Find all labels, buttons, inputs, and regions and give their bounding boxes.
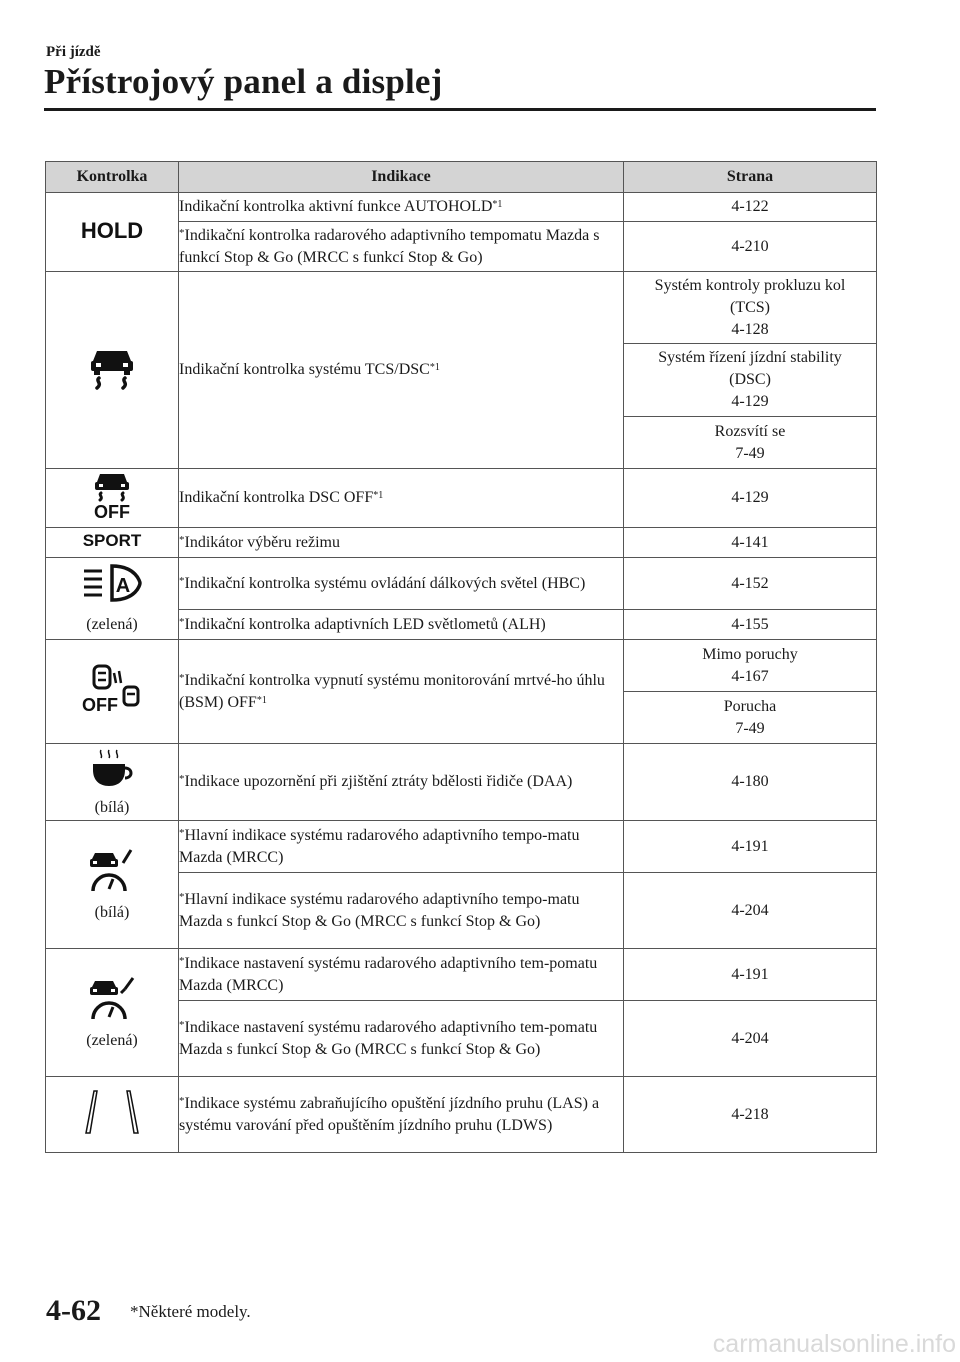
indication-text: Indikační kontrolka systému TCS/DSC$^{*1}$: [179, 272, 624, 469]
indication-text: *Hlavní indikace systému radarového adaptivního tempo-matu Mazda (MRCC): [179, 821, 624, 873]
table-row: [46, 640, 877, 692]
page-reference: 4-210: [624, 222, 877, 272]
table-header-row: [46, 162, 877, 193]
coffee-cup-icon: [87, 748, 137, 790]
page-reference: 4-191: [624, 821, 877, 873]
column-header-indikace: Indikace: [179, 162, 624, 193]
lane-lines-icon: [72, 1087, 152, 1137]
section-label: Při jízdě: [46, 44, 101, 60]
title-rule: [44, 108, 876, 111]
page-reference: 4-152: [624, 558, 877, 610]
indication-text: *Indikační kontrolka systému ovládání dálkových světel (HBC): [179, 558, 624, 610]
page-reference: 4-155: [624, 610, 877, 640]
page-reference: 4-204: [624, 1001, 877, 1077]
icon-cell: [46, 272, 179, 469]
dsc-off-icon: [86, 472, 138, 520]
page-reference: Rozsvítí se 7-49: [624, 417, 877, 469]
page-reference: Systém řízení jízdní stability (DSC) 4-129: [624, 344, 877, 417]
icon-cell: [46, 528, 179, 558]
indicator-table: [45, 161, 877, 1153]
icon-cell: [46, 193, 179, 272]
table-row: [46, 469, 877, 528]
indication-text: Indikační kontrolka DSC OFF$^{*1}$: [179, 469, 624, 528]
table-row: [46, 272, 877, 344]
table-row: [46, 528, 877, 558]
table-row: [46, 949, 877, 1001]
hold-icon: [77, 217, 147, 243]
table-row: [46, 558, 877, 610]
page-title: Přístrojový panel a displej: [44, 62, 443, 101]
page-reference: Mimo poruchy 4-167: [624, 640, 877, 692]
indication-text: *Indikační kontrolka adaptivních LED světlometů (ALH): [179, 610, 624, 640]
page-reference: 4-129: [624, 469, 877, 528]
indication-text: *Indikátor výběru režimu: [179, 528, 624, 558]
column-header-strana: Strana: [624, 162, 877, 193]
icon-cell: [46, 558, 179, 640]
page-reference: 4-141: [624, 528, 877, 558]
column-header-kontrolka: Kontrolka: [46, 162, 179, 193]
icon-cell: [46, 1077, 179, 1153]
page-reference: 4-204: [624, 873, 877, 949]
table-row: [46, 193, 877, 222]
indication-text: *Indikace systému zabraňujícího opuštění jízdního pruhu (LAS) a systému varování před opuštěním jízdního pruhu (LDWS): [179, 1077, 624, 1153]
table-row: [46, 821, 877, 873]
bsm-off-icon: [80, 663, 144, 715]
skidding-car-icon: [87, 345, 137, 391]
radar-cruise-icon: [85, 847, 139, 895]
page-reference: Systém kontroly prokluzu kol (TCS) 4-128: [624, 272, 877, 344]
page-reference: Porucha 7-49: [624, 692, 877, 744]
page-reference: 4-180: [624, 744, 877, 821]
icon-cell: [46, 469, 179, 528]
table-row: [46, 1077, 877, 1153]
indication-text: *Indikační kontrolka vypnutí systému monitorování mrtvé-ho úhlu (BSM) OFF$^{*1}$: [179, 640, 624, 744]
radar-cruise-set-icon: [85, 975, 139, 1023]
indication-text: *Hlavní indikace systému radarového adaptivního tempo-matu Mazda s funkcí Stop & Go (MRCC s funkcí Stop & Go): [179, 873, 624, 949]
indication-text: *Indikace nastavení systému radarového adaptivního tem-pomatu Mazda s funkcí Stop & Go (MRCC s funkcí Stop & Go): [179, 1001, 624, 1077]
page-number: 4-62: [46, 1294, 101, 1327]
icon-color-note: (zelená): [86, 1032, 138, 1049]
watermark: carmanualsonline.info: [712, 1330, 956, 1358]
svg-text:OFF: OFF: [94, 501, 130, 520]
svg-text:SPORT: SPORT: [82, 531, 142, 550]
svg-text:HOLD: HOLD: [80, 217, 144, 243]
table-row: [46, 744, 877, 821]
indication-text: *Indikace nastavení systému radarového adaptivního tem-pomatu Mazda (MRCC): [179, 949, 624, 1001]
sport-icon: [72, 530, 152, 550]
page-reference: 4-218: [624, 1077, 877, 1153]
icon-cell: [46, 640, 179, 744]
icon-cell: [46, 744, 179, 821]
svg-text:OFF: OFF: [82, 695, 118, 715]
auto-high-beam-icon: [80, 563, 144, 607]
icon-color-note: (bílá): [94, 798, 130, 816]
indication-text: Indikační kontrolka aktivní funkce AUTOHOLD$^{*1}$: [179, 193, 624, 222]
icon-color-note: (zelená): [86, 616, 138, 633]
page-reference: 4-191: [624, 949, 877, 1001]
icon-color-note: (bílá): [94, 904, 130, 921]
page-reference: 4-122: [624, 193, 877, 222]
indication-text: *Indikace upozornění při zjištění ztráty bdělosti řidiče (DAA): [179, 744, 624, 821]
footnote: *Některé modely.: [130, 1302, 251, 1321]
svg-text:A: A: [115, 575, 131, 597]
indication-text: *Indikační kontrolka radarového adaptivního tempomatu Mazda s funkcí Stop & Go (MRCC s funkcí Stop & Go): [179, 222, 624, 272]
icon-cell: [46, 821, 179, 949]
icon-cell: [46, 949, 179, 1077]
